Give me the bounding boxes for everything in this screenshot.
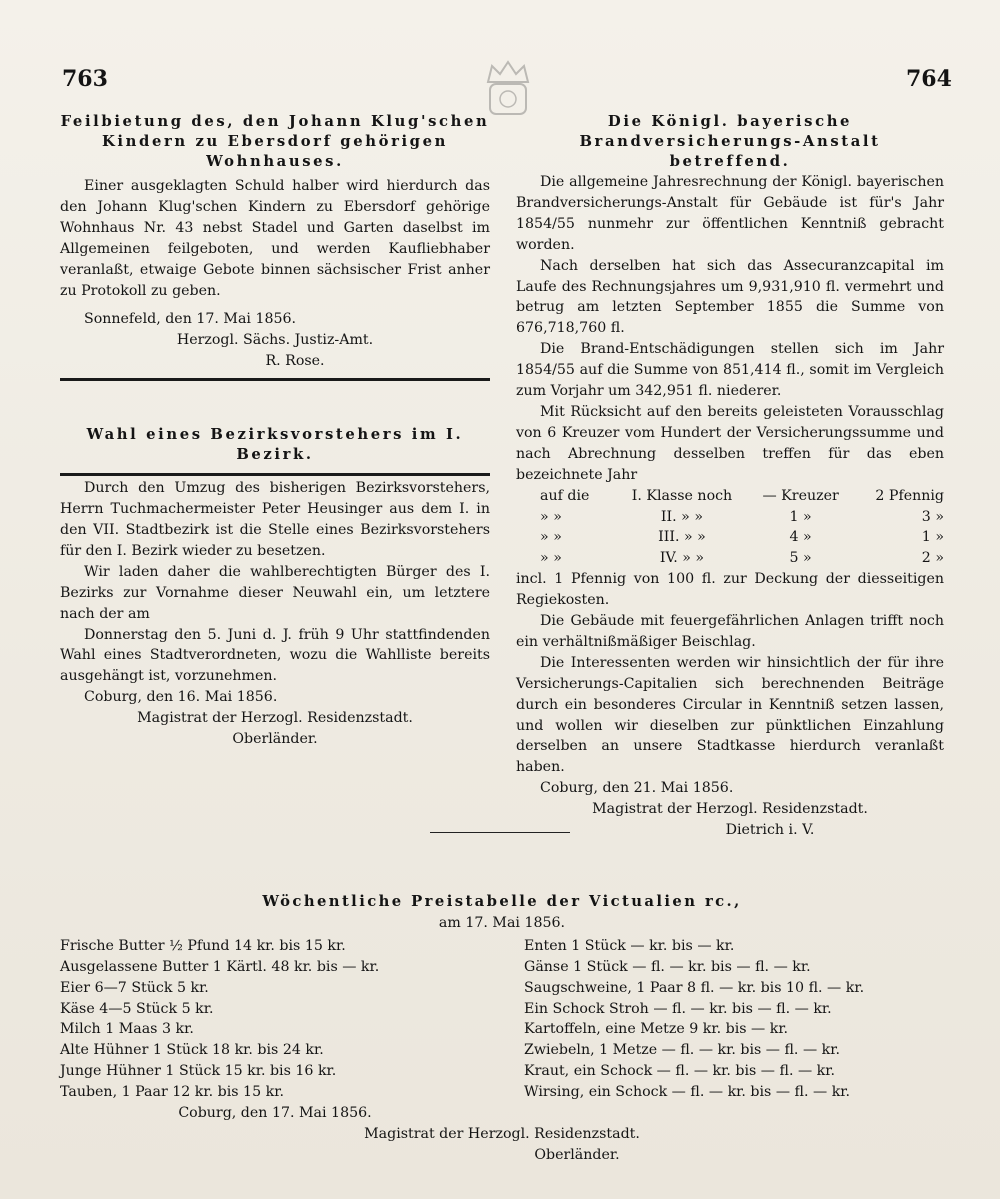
rates-row xyxy=(516,507,944,528)
notice-dateline-coburg-16: Coburg, den 16. Mai 1856. xyxy=(84,689,278,706)
notice-authority-justizamt: Herzogl. Sächs. Justiz-Amt. xyxy=(176,332,374,349)
notice-body-feilbietung: Einer ausgeklagten Schuld halber wird hierdurch das den Johann Klug'schen Kindern zu Ebersdorf gehörige Wohnhaus Nr. 43 nebst Stadel und Garten daselbst im Allgemeinen feilgeboten, und werden Kaufliebhaber veranlaßt, etwaige Gebote binnen sächsischer Frist anher zu Protokoll zu geben. xyxy=(60,178,490,299)
rates-cell-class: I. Klasse noch xyxy=(631,487,733,504)
rates-cell-a: auf die xyxy=(540,487,590,504)
notice-paragraph-2: Nach derselben hat sich das Assecuranzcapital im Laufe des Rechnungsjahres um 9,931,910 fl. vermehrt und betrug am letzten September 1855 die Summe von 676,718,760 fl. xyxy=(516,257,944,337)
price-item: Eier 6—7 Stück 5 kr. xyxy=(60,979,209,996)
notice-dateline-sonnefeld: Sonnefeld, den 17. Mai 1856. xyxy=(84,311,297,328)
price-item: Wirsing, ein Schock — fl. — kr. bis — fl. — kr. xyxy=(524,1084,851,1101)
notice-heading-feilbietung: Feilbietung des, den Johann Klug'schen Kindern zu Ebersdorf gehörigen Wohnhauses. xyxy=(60,113,490,170)
notice-authority-magistrat: Magistrat der Herzogl. Residenzstadt. xyxy=(137,710,413,727)
rates-cell-kreuzer: 1 » xyxy=(789,508,812,525)
rates-cell-kreuzer: 4 » xyxy=(789,529,812,546)
page-number-left: 763 xyxy=(62,66,108,92)
left-column xyxy=(60,112,490,750)
price-item: Enten 1 Stück — kr. bis — kr. xyxy=(524,937,735,954)
section-divider xyxy=(60,378,490,381)
notice-paragraph-3: Die Brand-Entschädigungen stellen sich im Jahr 1854/55 auf die Summe von 851,414 fl., somit im Vergleich zum Vorjahr um 342,951 fl. niederer. xyxy=(516,341,944,400)
notice-paragraph-1: Die allgemeine Jahresrechnung der Königl. bayerischen Brandversicherungs-Anstalt für Gebäude ist für's Jahr 1854/55 nunmehr zur öffentlichen Kenntniß gebracht worden. xyxy=(516,174,944,253)
rates-cell-class: II. » » xyxy=(660,508,704,525)
rates-cell-class: IV. » » xyxy=(659,550,705,567)
section-divider xyxy=(60,473,490,476)
price-table-title: Wöchentliche Preistabelle der Victualien rc., xyxy=(262,893,742,910)
notice-body-bezirksvorsteher-1: Durch den Umzug des bisherigen Bezirksvorstehers, Herrn Tuchmachermeister Peter Heusinger aus dem I. in den VII. Stadtbezirk ist die Stelle eines Bezirksvorstehers für den I. Bezirk wieder zu besetzen. xyxy=(60,480,490,559)
rates-row xyxy=(516,548,944,569)
price-item: Alte Hühner 1 Stück 18 kr. bis 24 kr. xyxy=(60,1042,324,1059)
price-item: Ausgelassene Butter 1 Kärtl. 48 kr. bis — kr. xyxy=(60,958,380,975)
notice-heading-brandversicherung: Die Königl. bayerische Brandversicherungs-Anstalt betreffend. xyxy=(579,113,881,170)
notice-paragraph-7: Die Interessenten werden wir hinsichtlich der für ihre Versicherungs-Capitalien sich berechnenden Beiträge durch ein besonderes Circular in Kenntniß setzen lassen, und wollen wir dieselben zur pünktlichen Einzahlung derselben an unsere Stadtkasse hierdurch veranlaßt haben. xyxy=(516,654,944,776)
notice-heading-bezirksvorsteher: Wahl eines Bezirksvorstehers im I. Bezirk. xyxy=(86,426,464,464)
notice-paragraph-6: Die Gebäude mit feuergefährlichen Anlagen trifft noch ein verhältnißmäßiger Beischlag. xyxy=(516,613,944,650)
rates-row xyxy=(516,527,944,548)
notice-signature-rose: R. Rose. xyxy=(265,353,325,370)
price-table-authority: Magistrat der Herzogl. Residenzstadt. xyxy=(364,1125,640,1142)
rates-cell-class: III. » » xyxy=(658,529,706,546)
price-item: Gänse 1 Stück — fl. — kr. bis — fl. — kr. xyxy=(524,958,811,975)
price-table-signature: Oberländer. xyxy=(534,1146,620,1163)
rates-cell-pfennig: 3 » xyxy=(921,508,944,525)
page-number-right: 764 xyxy=(906,66,952,92)
notice-paragraph-4: Mit Rücksicht auf den bereits geleisteten Vorausschlag von 6 Kreuzer vom Hundert der Versicherungssumme und nach Abrechnung desselben treffen für das eben bezeichnete Jahr xyxy=(516,403,944,483)
notice-paragraph-5: incl. 1 Pfennig von 100 fl. zur Deckung der diesseitigen Regiekosten. xyxy=(516,571,944,609)
rates-cell-a: » » xyxy=(540,508,562,525)
section-divider-short xyxy=(430,832,570,833)
notice-signature-oberlaender: Oberländer. xyxy=(232,731,318,748)
rates-cell-a: » » xyxy=(540,550,562,567)
price-table-columns xyxy=(60,936,944,1124)
price-item: Ein Schock Stroh — fl. — kr. bis — fl. — kr. xyxy=(524,1000,832,1017)
price-item: Milch 1 Maas 3 kr. xyxy=(60,1021,194,1038)
coat-of-arms-watermark xyxy=(468,56,548,120)
price-table-subtitle: am 17. Mai 1856. xyxy=(438,914,566,931)
rates-table xyxy=(516,486,944,570)
price-item: Frische Butter ½ Pfund 14 kr. bis 15 kr. xyxy=(60,937,346,954)
price-table-section xyxy=(60,892,944,1166)
notice-dateline-coburg-21: Coburg, den 21. Mai 1856. xyxy=(540,780,734,797)
price-table-dateline: Coburg, den 17. Mai 1856. xyxy=(178,1105,372,1122)
rates-cell-kreuzer: — Kreuzer xyxy=(762,487,839,504)
price-item: Zwiebeln, 1 Metze — fl. — kr. bis — fl. — kr. xyxy=(524,1042,840,1059)
rates-cell-pfennig: 1 » xyxy=(921,529,944,546)
rates-cell-kreuzer: 5 » xyxy=(789,550,812,567)
notice-body-bezirksvorsteher-2: Wir laden daher die wahlberechtigten Bürger des I. Bezirks zur Vornahme dieser Neuwahl ein, um letztere nach der am xyxy=(60,563,490,622)
notice-signature-dietrich: Dietrich i. V. xyxy=(725,822,815,839)
rates-row xyxy=(516,486,944,507)
price-list-right xyxy=(524,936,944,1124)
notice-authority-magistrat-right: Magistrat der Herzogl. Residenzstadt. xyxy=(592,801,868,818)
price-item: Saugschweine, 1 Paar 8 fl. — kr. bis 10 fl. — kr. xyxy=(524,979,865,996)
rates-cell-pfennig: 2 Pfennig xyxy=(875,487,944,504)
right-column xyxy=(516,112,944,841)
rates-cell-pfennig: 2 » xyxy=(921,550,944,567)
rates-cell-a: » » xyxy=(540,529,562,546)
price-item: Kraut, ein Schock — fl. — kr. bis — fl. — kr. xyxy=(524,1063,836,1080)
notice-body-bezirksvorsteher-3: Donnerstag den 5. Juni d. J. früh 9 Uhr stattfindenden Wahl eines Stadtverordneten, wozu die Wahlliste bereits ausgehängt ist, vorzunehmen. xyxy=(60,626,490,685)
price-item: Kartoffeln, eine Metze 9 kr. bis — kr. xyxy=(524,1021,789,1038)
price-item: Käse 4—5 Stück 5 kr. xyxy=(60,1000,214,1017)
price-list-left xyxy=(60,936,490,1124)
price-item: Junge Hühner 1 Stück 15 kr. bis 16 kr. xyxy=(60,1063,337,1080)
price-item: Tauben, 1 Paar 12 kr. bis 15 kr. xyxy=(60,1084,284,1101)
